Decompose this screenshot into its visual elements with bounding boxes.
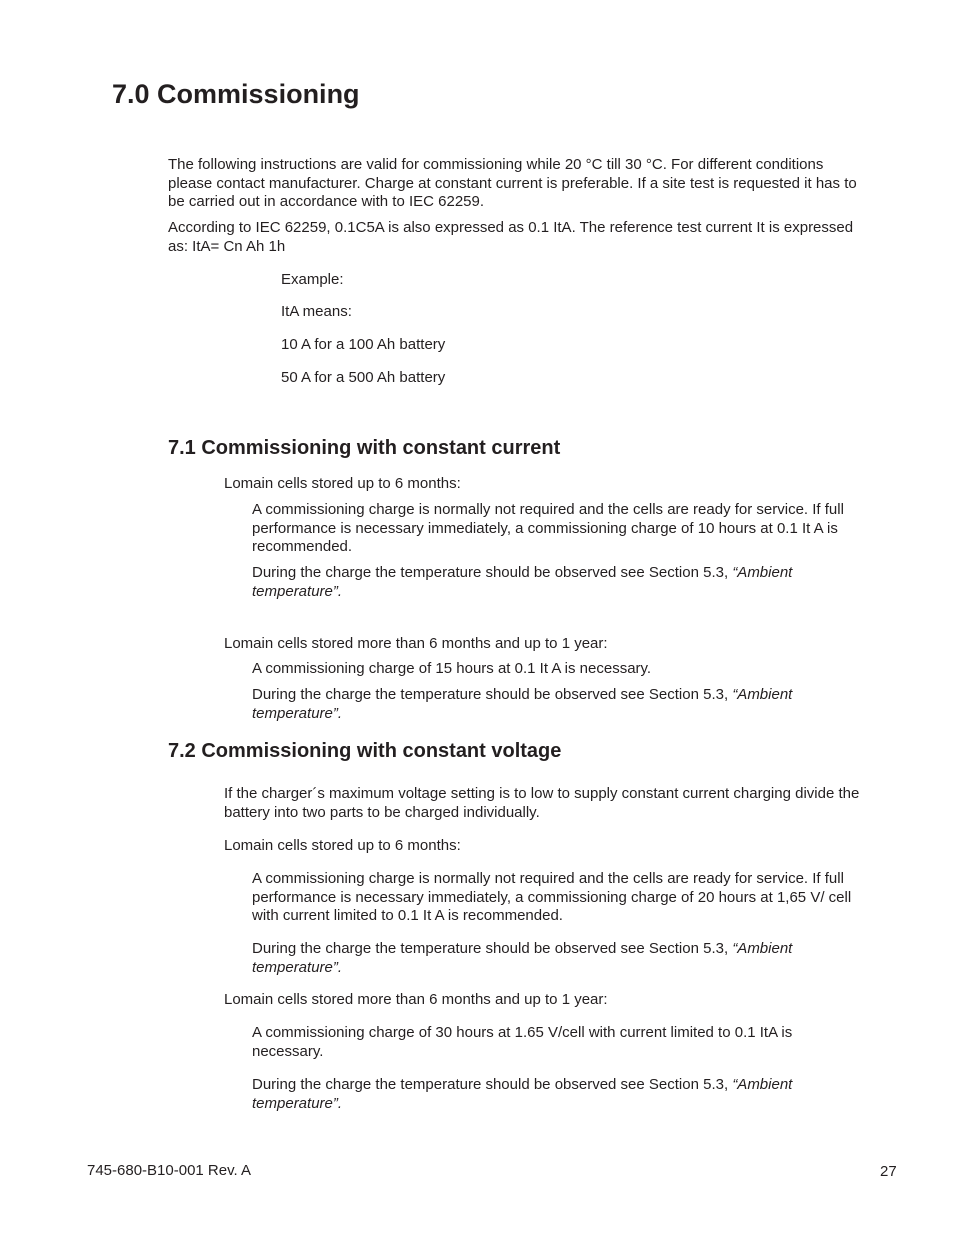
page-title: 7.0 Commissioning [112,79,360,109]
temperature-note-text: During the charge the temperature should be observed see Section 5.3, [252,564,733,581]
section-7-2-group1-paragraph: A commissioning charge is normally not required and the cells are ready for service. If full performance is necessary immediately, a commissioning charge of 20 hours at 1,65 V/ cell with current limited to 0.1 It A is recommended. [252,870,852,924]
intro-paragraph-1: The following instructions are valid for commissioning while 20 °C till 30 °C. For different conditions please contact manufacturer. Charge at constant current is preferable. If a site test is requested it has to be carried out in accordance with to IEC 62259. [168,156,857,210]
intro-paragraph-2: According to IEC 62259, 0.1C5A is also expressed as 0.1 ItA. The reference test current It is expressed as: ItA= Cn Ah 1h [168,219,854,255]
section-7-2-group1-label: Lomain cells stored up to 6 months: [224,837,461,854]
example-line-100ah: 10 A for a 100 Ah battery [281,336,446,353]
ambient-temperature-reference: “Ambient temperature”. [252,564,793,600]
section-7-2-group2-label: Lomain cells stored more than 6 months and up to 1 year: [224,991,608,1008]
section-7-2-heading: 7.2 Commissioning with constant voltage [168,740,562,762]
section-7-2-group1-temperature-note [252,940,872,977]
section-7-1-group1-paragraph: A commissioning charge is normally not required and the cells are ready for service. If full performance is necessary immediately, a commissioning charge of 10 hours at 0.1 It A is recommended. [252,501,844,555]
temperature-note-text: During the charge the temperature should be observed see Section 5.3, [252,686,733,703]
section-7-1-group1-label: Lomain cells stored up to 6 months: [224,475,461,492]
page-number: 27 [880,1163,897,1180]
section-7-1-group2-temperature-note [252,686,872,723]
section-7-2-intro: If the charger´s maximum voltage setting is to low to supply constant current charging divide the battery into two parts to be charged individually. [224,785,860,821]
section-7-1-heading: 7.1 Commissioning with constant current [168,437,561,459]
section-7-1-group1-temperature-note [252,564,872,601]
temperature-note-text: During the charge the temperature should be observed see Section 5.3, [252,1076,733,1093]
example-line-ita: ItA means: [281,303,352,320]
temperature-note-text: During the charge the temperature should be observed see Section 5.3, [252,940,733,957]
section-7-2-group2-paragraph: A commissioning charge of 30 hours at 1.65 V/cell with current limited to 0.1 ItA is necessary. [252,1024,793,1060]
ambient-temperature-reference: “Ambient temperature”. [252,940,793,976]
section-7-1-group2-paragraph: A commissioning charge of 15 hours at 0.1 It A is necessary. [252,660,652,677]
document-number: 745-680-B10-001 Rev. A [87,1162,251,1179]
ambient-temperature-reference: “Ambient temperature”. [252,1076,793,1112]
example-label: Example: [281,271,344,288]
ambient-temperature-reference: “Ambient temperature”. [252,686,793,722]
section-7-2-group2-temperature-note [252,1076,872,1113]
section-7-1-group2-label: Lomain cells stored more than 6 months and up to 1 year: [224,635,608,652]
example-line-500ah: 50 A for a 500 Ah battery [281,369,446,386]
